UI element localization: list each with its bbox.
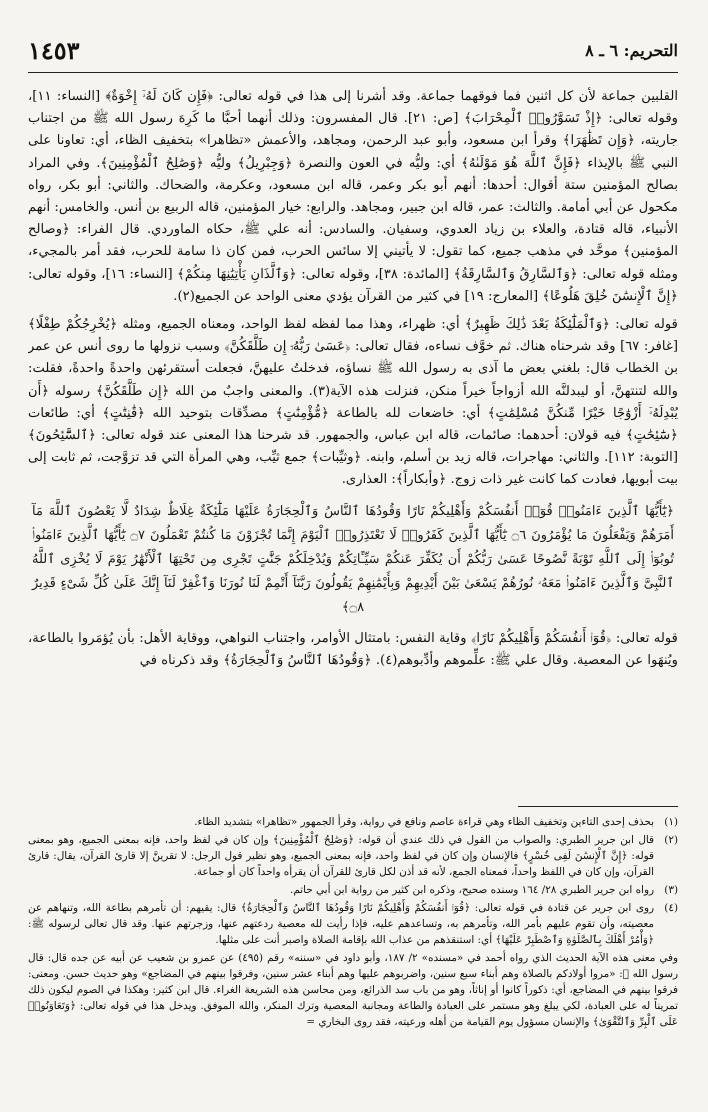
footnote-text: رواه ابن جرير الطبري ٢٨/ ١٦٤ وسنده صحيح، وذكره ابن كثير من رواية ابن أبي حاتم. — [290, 884, 654, 896]
footnote-number: (٤) — [664, 902, 678, 914]
main-text — [28, 86, 678, 804]
quran-verse-block: ﴿يَٰٓأَيُّهَا ٱلَّذِينَ ءَامَنُوا۟ قُوٓا۟ أَنفُسَكُمْ وَأَهْلِيكُمْ نَارًا وَقُودُهَا ٱلنَّاسُ وَٱلْحِجَارَةُ عَلَيْهَا مَلَٰٓئِكَةٌ غِلَاظٌ شِدَادٌ لَّا يَعْصُونَ ٱللَّهَ مَآ أَمَرَهُمْ وَيَفْعَلُونَ مَا يُؤْمَرُونَ ۝٦ يَٰٓأَيُّهَا ٱلَّذِينَ كَفَرُوا۟ لَا تَعْتَذِرُوا۟ ٱلْيَوْمَ إِنَّمَا تُجْزَوْنَ مَا كُنتُمْ تَعْمَلُونَ ۝٧ يَٰٓأَيُّهَا ٱلَّذِينَ ءَامَنُوا۟ تُوبُوٓا۟ إِلَى ٱللَّهِ تَوْبَةً نَّصُوحًا عَسَىٰ رَبُّكُمْ أَن يُكَفِّرَ عَنكُمْ سَيِّـَٔاتِكُمْ وَيُدْخِلَكُمْ جَنَّٰتٍ تَجْرِى مِن تَحْتِهَا ٱلْأَنْهَٰرُ يَوْمَ لَا يُخْزِى ٱللَّهُ ٱلنَّبِىَّ وَٱلَّذِينَ ءَامَنُوا۟ مَعَهُۥ نُورُهُمْ يَسْعَىٰ بَيْنَ أَيْدِيهِمْ وَبِأَيْمَٰنِهِمْ يَقُولُونَ رَبَّنَآ أَتْمِمْ لَنَا نُورَنَا وَٱغْفِرْ لَنَآ إِنَّكَ عَلَىٰ كُلِّ شَىْءٍ قَدِيرٌ ۝٨﴾ — [32, 503, 674, 615]
footnote-divider — [518, 806, 678, 807]
footnote-text: بحذف إحدى التاءين وتخفيف الظاء وهي قراءة عاصم ونافع في رواية، وقرأ الجمهور «تظاهرا» بتشديد الظاء. — [194, 816, 654, 828]
footnote-number: (٣) — [664, 884, 678, 896]
footnote — [28, 814, 678, 830]
footnotes — [28, 814, 678, 1104]
footnote — [28, 900, 678, 948]
paragraph-3: قوله تعالى: ﴿قُوٓا۟ أَنفُسَكُمْ وَأَهْلِيكُمْ نَارًا﴾ وقاية النفس: بامتثال الأوامر، واجتناب النواهي، ووقاية الأهل: بأن يُؤمَروا بالطاعة، ويُنهَوا عن المعصية. وقال علي ﷺ: علِّموهم وأدِّبوهم(٤). ﴿وَقُودُهَا ٱلنَّاسُ وَٱلْحِجَارَةُ﴾ وقد ذكرناه في — [28, 630, 678, 668]
footnote — [28, 882, 678, 898]
page-number: ١٤٥٣ — [28, 35, 80, 65]
paragraph-1: القلبين جماعة لأن كل اثنين فما فوقهما جماعة. وقد أشرنا إلى هذا في قوله تعالى: ﴿فَإِن كَانَ لَهُۥٓ إِخْوَةٌ﴾ [النساء: ١١]، وقوله تعالى: ﴿إِذْ تَسَوَّرُوا۟ ٱلْمِحْرَابَ﴾ [ص: ٢١]. قال المفسرون: وذلك أنهما أحبَّا ما كَرِهَ رسول الله ﷺ من اجتناب جاريته، ﴿وَإِن تَظَٰهَرَا﴾ وقرأ ابن مسعود، وأبو عبد الرحمن، ومجاهد، والأعمش «تظاهرا» بتخفيف الظاء، أي: تعاونا على النبي ﷺ بالإيذاء ﴿فَإِنَّ ٱللَّهَ هُوَ مَوْلَىٰهُ﴾ أي: وليُّه في العون والنصرة ﴿وَجِبْرِيلُ﴾ وليُّه ﴿وَصَٰلِحُ ٱلْمُؤْمِنِينَ﴾. وفي المراد بصالح المؤمنين ستة أقوال: أحدها: أنهم أبو بكر وعمر، قاله ابن مسعود، وعكرمة، والضحاك. والثاني: أبو بكر، رواه مكحول عن أبي أمامة. والثالث: عمر، قاله ابن جبير، ومجاهد. والرابع: خيار المؤمنين، قاله الربيع بن أنس. والخامس: أنهم الأنبياء، قاله قتادة، والعلاء بن زياد العدوي، وسفيان. والسادس: أنه علي ﷺ، حكاه الماوردي. قال الفراء: ﴿وصالح المؤمنين﴾ موحَّد في مذهب جميع، كما تقول: لا يأتيني إلا سائس الحرب، فمن كان ذا سامة للحرب، فقد أمر بالمجيء، ومثله قوله تعالى: ﴿وَٱلسَّارِقُ وَٱلسَّارِقَةُ﴾ [المائدة: ٣٨]، وقوله تعالى: ﴿وَٱلَّذَانِ يَأْتِيَٰنِهَا مِنكُمْ﴾ [النساء: ١٦]، وقوله تعالى: ﴿إِنَّ ٱلْإِنسَٰنَ خُلِقَ هَلُوعًا﴾ [المعارج: ١٩] في كثير من القرآن يؤدي معنى الواحد عن الجميع(٢). — [28, 89, 678, 304]
footnote-text: قال ابن جرير الطبري: والصواب من القول في ذلك عندي أن قوله: ﴿وَصَٰلِحُ ٱلْمُؤْمِنِينَ﴾ وإن كان في لفظ واحد، فإنه بمعنى الجميع، وهو بمعنى قوله: ﴿إِنَّ ٱلْإِنسَٰنَ لَفِى خُسْرٍ﴾ فالإنسان وإن كان في لفظ واحد، فإنه بمعنى الجميع، وهو نظير قول الرجل: لا تقرينَّ إلا قارئ القرآن، يقال: قارئ القرآن، وإن كان في اللفظ واحداً، فمعناه الجمع، لأنه قد أذن لكل قارئ للقرآن أن يقرأه واحداً كان أو جماعة. — [28, 834, 654, 878]
paragraph-2: قوله تعالى: ﴿وَٱلْمَلَٰٓئِكَةُ بَعْدَ ذَٰلِكَ ظَهِيرٌ﴾ أي: ظهراء، وهذا مما لفظه لفظ الواحد، ومعناه الجميع، ومثله ﴿يُخْرِجُكُمْ طِفْلًا﴾ [غافر: ٦٧] وقد شرحناه هناك. ثم خوَّف نساءه، فقال تعالى: ﴿عَسَىٰ رَبُّهُۥٓ إِن طَلَّقَكُنَّ﴾ وسبب نزولها ما روى أنس عن عمر بن الخطاب قال: بلغني بعض ما آذى به رسول الله ﷺ نساؤه، فدخلتُ عليهنَّ، فجعلت أستقرئهن واحدةً واحدةً، فقلت: والله لتنتهنَّ، أو ليبدلنَّه الله أزواجاً خيراً منكن، فنزلت هذه الآية(٣). والمعنى واجبٌ من الله ﴿إِن طَلَّقَكُنَّ﴾ رسوله ﴿أَن يُبْدِلَهُۥٓ أَزْوَٰجًا خَيْرًا مِّنكُنَّ مُسْلِمَٰتٍ﴾ أي: خاضعات لله بالطاعة ﴿مُّؤْمِنَٰتٍ﴾ مصدِّقات بتوحيد الله ﴿قَٰنِتَٰتٍ﴾ أي: طائعات ﴿سَٰٓئِحَٰتٍ﴾ فيه قولان: أحدهما: صائمات، قاله ابن عباس، والجمهور. قد شرحنا هذا المعنى عند قوله تعالى: ﴿ٱلسَّٰٓئِحُونَ﴾ [التوبة: ١١٢]. والثاني: مهاجرات، قاله زيد بن أسلم، وابنه. ﴿وثيِّبات﴾ جمع ثيِّب، وهي المرأة التي قد تزوَّجت، ثم ثابت إلى بيت أبويها، فعادت كما كانت غير ذات زوج. ﴿وأبكاراً﴾: العذارى. — [28, 317, 678, 488]
footnote-text: روى ابن جرير عن قتادة في قوله تعالى: ﴿قُوٓا۟ أَنفُسَكُمْ وَأَهْلِيكُمْ نَارًا وَقُودُهَا ٱلنَّاسُ وَٱلْحِجَارَةُ﴾ قال: يقيهم: أن تأمرهم بطاعة الله، وتنهاهم عن معصيته، وأن تقوم عليهم بأمر الله، وتأمرهم به، وتساعدهم عليه، فإذا رأيت لله معصية ردعتهم عنها، وزجرتهم عنها. وقد قال تعالى لرسوله ﷺ: ﴿وَأْمُرْ أَهْلَكَ بِٱلصَّلَوٰةِ وَٱصْطَبِرْ عَلَيْهَا﴾ أي: استنقذهم من عذاب الله بإقامة الصلاة واصبر أنت على مثلها. — [28, 902, 654, 946]
page-header — [28, 28, 678, 73]
footnote — [28, 832, 678, 880]
footnote-number: (٢) — [664, 834, 678, 846]
footnote-number: (١) — [664, 816, 678, 828]
footnote-continuation: وفي معنى هذه الآية الحديث الذي رواه أحمد في «مسنده» ٢/ ١٨٧، وأبو داود في «سننه» رقم (٤٩٥) عن عمرو بن شعيب عن أبيه عن جده قال: قال رسول الله ﷺ: «مروا أولادكم بالصلاة وهم أبناء سبع سنين، واضربوهم عليها وهم أبناء عشر سنين، وفرقوا بينهم في المضاجع» وهو حديث حسن. ومعنى: فرقوا بينهم في المضاجع، أي: ذكوراً كانوا أو إناثاً، وهو من باب سد الذرائع، ومن محاسن هذه الشريعة الغراء. قال ابن كثير: وهكذا في الصوم ليكون ذلك تمريناً له على العبادة، لكي يبلغ وهو مستمر على العبادة والطاعة ومجانبة المعصية وترك المنكر، والله الموفق. ويدخل هذا في قوله تعالى: ﴿وَتَعَاوَنُوا۟ عَلَى ٱلْبِرِّ وَٱلتَّقْوَىٰ﴾ والإنسان مسؤول يوم القيامة من أهله ورعيته، فقد روى البخاري = — [28, 952, 678, 1028]
surah-title: التحريم: ٦ ـ ٨ — [585, 40, 678, 60]
